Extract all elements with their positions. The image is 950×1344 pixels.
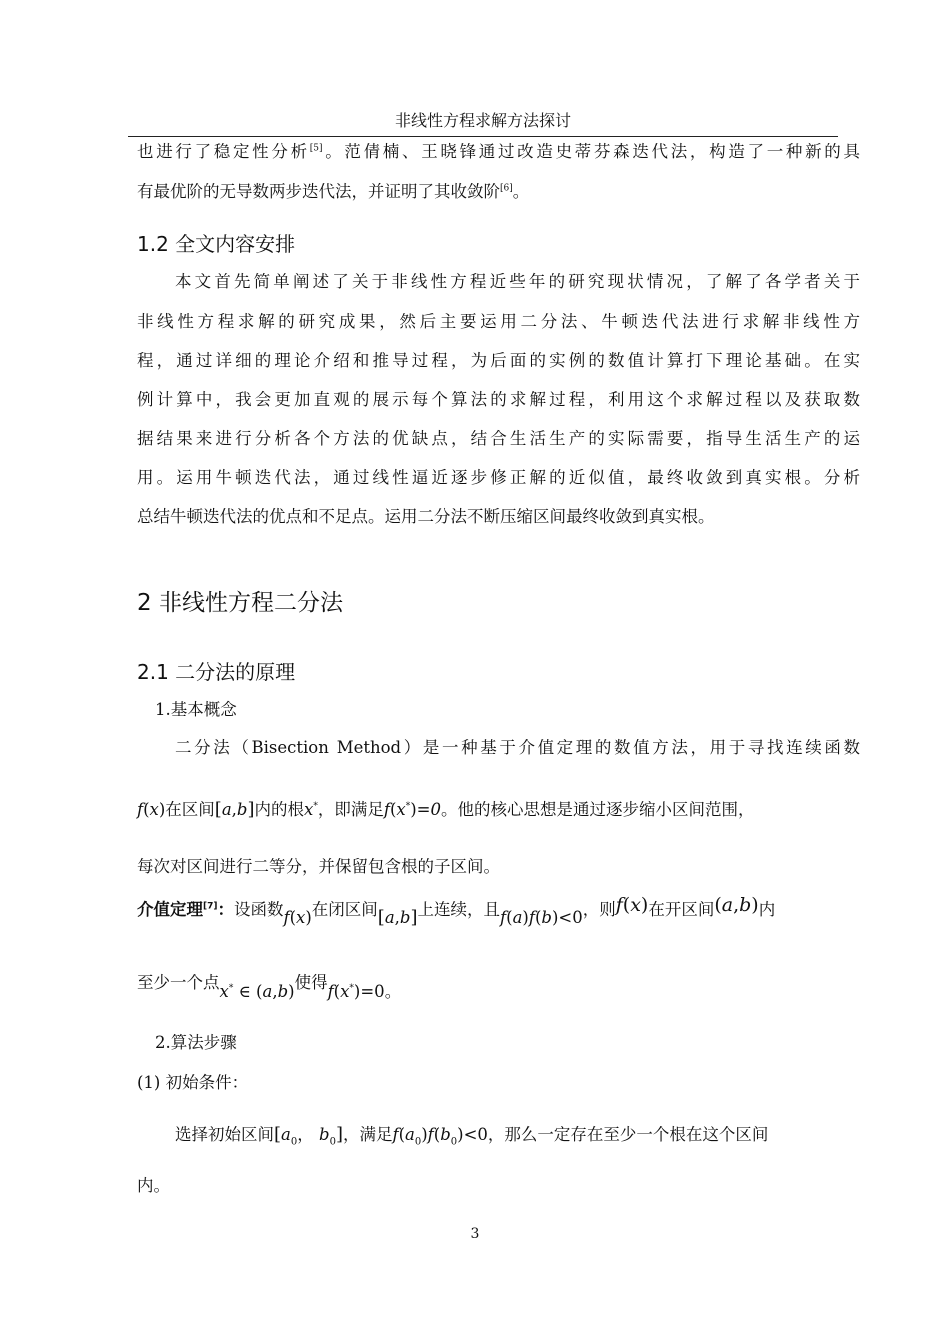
para1-line-6: 用。运用牛顿迭代法，通过线性逼近逐步修正解的近似值，最终收敛到真实根。分析 <box>137 468 860 487</box>
basic-line-1: 二分法（Bisection Method）是一种基于介值定理的数值方法，用于寻找连续函数 <box>175 738 860 757</box>
algorithm-line-1: 选择初始区间[$a_0$， $b_0$]，满足$f(a_0)f(b_0)<0$，那么一定存在至少一个根在这个区间 <box>175 1124 769 1148</box>
algorithm-item-1: (1) 初始条件： <box>137 1073 249 1092</box>
formula-interval-ab: [a,b] <box>214 799 255 820</box>
algorithm-steps-label: 2.算法步骤 <box>155 1033 237 1052</box>
formula-fx-3: f(x) <box>615 894 649 916</box>
formula-root: x* <box>304 800 318 819</box>
para1-line-3: 程，通过详细的理论介绍和推导过程，为后面的实例的数值计算打下理论基础。在实 <box>137 351 860 370</box>
header-rule <box>128 136 838 137</box>
para1-line-2: 非线性方程求解的研究成果，然后主要运用二分法、牛顿迭代法进行求解非线性方 <box>137 312 860 331</box>
theorem-line-1: 介值定理[7]：设函数f(x)在闭区间[a,b]上连续，且f(a)f(b)<0，则f(x)在开区间(a,b)内 <box>137 894 776 928</box>
theorem-line-2: 至少一个点x* ∈ (a,b)使得f(x*)=0。 <box>137 973 402 1001</box>
formula-fx: f(x) <box>137 800 166 819</box>
para1-line-5: 据结果来进行分析各个方法的优缺点，结合生活生产的实际需要，指导生活生产的运 <box>137 429 860 448</box>
formula-open-interval: (a,b) <box>714 894 759 916</box>
formula-initial-interval: [$a_0$， $b_0$] <box>274 1124 343 1148</box>
basic-concept-label: 1.基本概念 <box>155 700 237 719</box>
formula-f-root: f(x*) <box>383 800 417 819</box>
para0-line-1: 也进行了稳定性分析[5]。范倩楠、王晓锋通过改造史蒂芬森迭代法，构造了一种新的具 <box>137 142 861 161</box>
section-1-2-heading: 1.2 全文内容安排 <box>137 232 296 256</box>
basic-line-2: f(x)在区间[a,b]内的根x*，即满足f(x*)=0。他的核心思想是通过逐步缩小区间范围， <box>137 799 755 820</box>
citation-6: [6] <box>500 183 513 194</box>
running-header: 非线性方程求解方法探讨 <box>394 111 571 130</box>
algorithm-line-2: 内。 <box>137 1176 170 1195</box>
section-2-1-heading: 2.1 二分法的原理 <box>137 660 296 684</box>
para1-line-1: 本文首先简单阐述了关于非线性方程近些年的研究现状情况，了解了各学者关于 <box>175 272 860 291</box>
formula-point-in-interval: x* ∈ (a,b) <box>219 982 295 1001</box>
theorem-label: 介值定理 <box>137 900 203 919</box>
formula-f-point: f(x*)=0 <box>327 982 385 1001</box>
formula-product: f(a)f(b)<0 <box>500 908 583 927</box>
para1-line-7: 总结牛顿迭代法的优点和不足点。运用二分法不断压缩区间最终收敛到真实根。 <box>137 507 715 526</box>
page-number: 3 <box>470 1226 480 1242</box>
formula-initial-product: $f(a_0)f(b_0)<0$ <box>392 1125 488 1148</box>
para1-line-4: 例计算中，我会更加直观的展示每个算法的求解过程，利用这个求解过程以及获取数 <box>137 390 860 409</box>
basic-line-3: 每次对区间进行二等分，并保留包含根的子区间。 <box>137 857 500 876</box>
formula-closed-interval: [a,b] <box>377 907 418 928</box>
citation-5: [5] <box>309 143 323 154</box>
para0-line-2: 有最优阶的无导数两步迭代法，并证明了其收敛阶[6]。 <box>137 182 530 201</box>
formula-fx-2: f(x) <box>283 908 312 927</box>
citation-7: [7] <box>203 901 218 912</box>
section-2-heading: 2 非线性方程二分法 <box>137 590 343 616</box>
